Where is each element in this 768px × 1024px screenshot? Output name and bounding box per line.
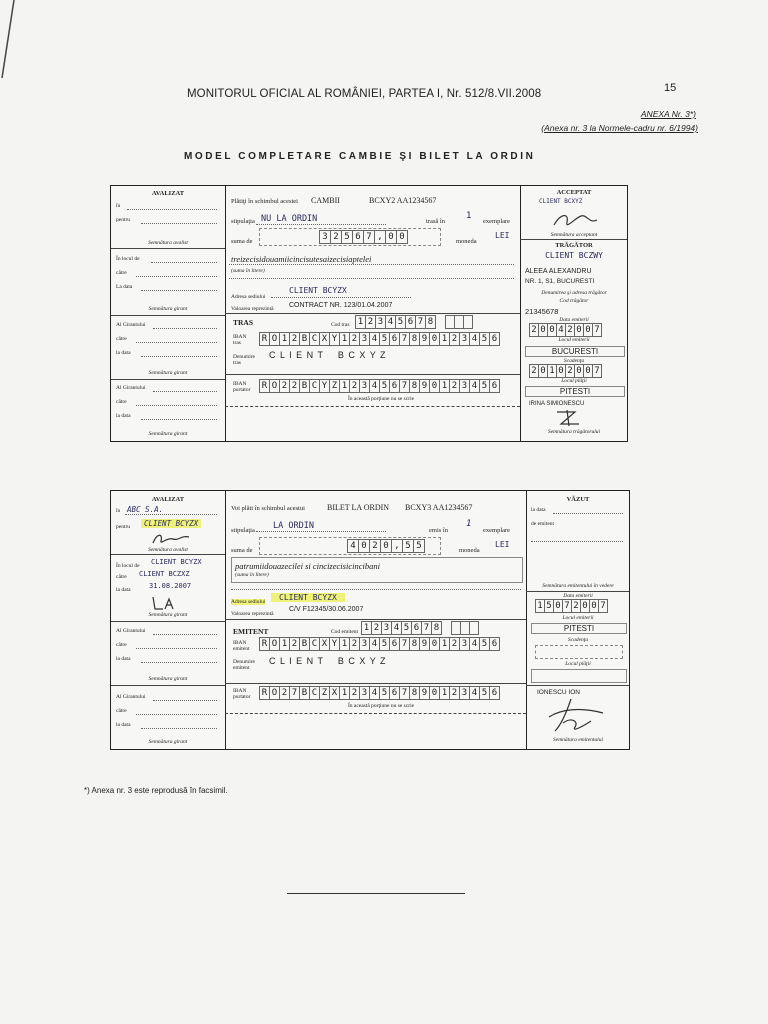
issue-date-digit: 0	[575, 323, 584, 337]
iban-label: IBAN tras	[233, 334, 247, 346]
due-date-digits	[529, 364, 602, 378]
iban-payee-char: 9	[420, 379, 430, 393]
due-date-digit: 0	[539, 364, 548, 378]
iban-payee-char: 5	[380, 686, 390, 700]
amount-digit: 5	[414, 539, 425, 553]
due-date-digit: 1	[548, 364, 557, 378]
iban-char: B	[300, 637, 310, 651]
no-write-note-2: În această porţiune nu se scrie	[347, 703, 415, 709]
aval-signature-label: Semnătura avalist	[148, 240, 188, 246]
code-digit: 5	[402, 621, 412, 635]
iban-digits-2	[259, 637, 500, 651]
payable-text-2: Voi plăti în schimbul acestui	[231, 505, 305, 512]
empty-digit-box	[470, 621, 479, 635]
giro1-signature-label: Semnătura girant	[148, 306, 188, 312]
iban-char: 2	[290, 637, 300, 651]
issue-date-digit: 0	[554, 599, 563, 613]
iban-char: 1	[440, 332, 450, 346]
vazut-title: VĂZUT	[566, 496, 590, 503]
tras-name: C L I E N T B C X Y Z	[269, 350, 387, 360]
due-date-digit: 0	[575, 364, 584, 378]
iban-char: 1	[280, 637, 290, 651]
value-label-2: Valoarea reprezintă	[231, 611, 274, 617]
vazut-emitent-label: de emitent	[531, 521, 555, 527]
acceptor-signature	[551, 210, 601, 232]
issue-date-digit: 0	[581, 599, 590, 613]
sum-label-2: suma de	[231, 547, 253, 554]
value-text: CONTRACT NR. 123/01.04.2007	[289, 302, 393, 309]
empty-digit-box	[461, 621, 470, 635]
currency-value: LEI	[495, 231, 510, 240]
tragator-address-2: NR. 1, S1, BUCURESTI	[525, 278, 595, 285]
tragator-code: 21345678	[525, 307, 559, 316]
iban-char: C	[310, 332, 320, 346]
tragator-address-label: Denumirea şi adresa trăgător	[541, 290, 607, 296]
code-digit: 2	[366, 315, 376, 329]
iban-payee-char: 2	[290, 379, 300, 393]
iban-char: 7	[400, 637, 410, 651]
issue-date-digit: 2	[529, 323, 539, 337]
tras-code-label: Cod tras	[331, 322, 350, 328]
currency-label-2: moneda	[459, 547, 480, 554]
page-number: 15	[664, 82, 677, 94]
issue-place-2: PITESTI	[531, 623, 627, 634]
seat-label-2: Adresa sediului	[231, 599, 266, 605]
iban-char: 0	[430, 637, 440, 651]
issue-date-digits-2	[535, 599, 608, 613]
iban-payee-char: 9	[420, 686, 430, 700]
issue-date-digit: 2	[572, 599, 581, 613]
iban-char: X	[320, 332, 330, 346]
iban-char: O	[270, 637, 280, 651]
iban-payee-char: Z	[330, 379, 340, 393]
seat-value-2: CLIENT BCYZX	[271, 593, 345, 602]
stipulation-label: stipulaţia	[231, 218, 255, 225]
emitent-code-digits	[361, 621, 442, 635]
issue-date-label-2: Data emiterii	[563, 593, 593, 599]
iban-char: 2	[450, 637, 460, 651]
iban-payee-char: 0	[430, 379, 440, 393]
seat-label: Adresa sediului	[231, 294, 266, 300]
pay-place-label-2: Locul plăţii	[565, 661, 591, 667]
aval2-signature-label: Semnătura avalist	[148, 547, 188, 553]
amount-words-label: (suma în litere)	[231, 268, 265, 274]
accept-for: CLIENT BCXYZ	[539, 198, 583, 205]
giro2-signature-label: Semnătura girant	[148, 370, 188, 376]
amount-digit: 0	[397, 230, 408, 244]
emitent-code-label: Cod emitent	[331, 629, 359, 635]
seat-value: CLIENT BCYZX	[289, 286, 347, 295]
avalizat-title: AVALIZAT	[151, 190, 185, 197]
iban-payee-char: 7	[400, 379, 410, 393]
iban-char: 5	[480, 332, 490, 346]
due-date-label-2: Scadenţa	[567, 637, 589, 643]
code-digit: 5	[396, 315, 406, 329]
iban-char: 6	[490, 332, 500, 346]
emitent-signature-label: Semnătura emitentului	[553, 737, 603, 743]
code-digit: 4	[386, 315, 396, 329]
iban-char: X	[320, 637, 330, 651]
iban-char: 2	[290, 332, 300, 346]
iban-char: O	[270, 332, 280, 346]
iban-payee-char: C	[310, 379, 320, 393]
giro2-1-in-locul-label: În locul de	[116, 563, 140, 569]
issue-date-digit: 5	[545, 599, 554, 613]
iban-char: 5	[380, 637, 390, 651]
iban-char: 6	[490, 637, 500, 651]
iban-char: 2	[450, 332, 460, 346]
code-digit: 1	[355, 315, 366, 329]
iban-char: 9	[420, 332, 430, 346]
issue-place-label: Locul emiterii	[558, 337, 590, 343]
tras-label: TRAS	[233, 318, 254, 327]
vazut-date-label: la data	[531, 507, 546, 513]
tragator-title: TRĂGĂTOR	[555, 242, 593, 249]
iban-payee-char: 6	[390, 379, 400, 393]
annex-label: ANEXA Nr. 3*)	[640, 109, 696, 119]
tragator-name: CLIENT BCZWY	[545, 251, 603, 260]
giro2-1-data-label: la data	[116, 587, 131, 593]
giro2-3-catre-label: către	[116, 708, 127, 714]
empty-digit-box	[445, 315, 455, 329]
iban-label-2: IBAN emitent	[233, 640, 250, 652]
iban-payee-char: X	[330, 686, 340, 700]
issue-date-digit: 7	[563, 599, 572, 613]
issue-date-digit: 7	[599, 599, 608, 613]
code-digit: 3	[376, 315, 386, 329]
issue-date-digit: 7	[593, 323, 602, 337]
issue-date-digit: 0	[539, 323, 548, 337]
emitent-name-label: Denumire emitent	[233, 659, 255, 671]
iban-payee-char: R	[259, 686, 270, 700]
iban-char: B	[300, 332, 310, 346]
amount-digit: 0	[359, 539, 370, 553]
amount-digit: ,	[375, 230, 386, 244]
giro2-2-data-label: la data	[116, 656, 131, 662]
giro2-1-signature-label: Semnătura girant	[148, 612, 188, 618]
scan-corner-mark	[0, 0, 20, 80]
form-name: CAMBII	[311, 196, 340, 205]
giro2-2-label: Al Girantului	[116, 628, 146, 634]
due-date-digit: 2	[566, 364, 575, 378]
iban-payee-char: 0	[430, 686, 440, 700]
issue-date-digits	[529, 323, 602, 337]
amount-in-words-2: patrumiidouazecilei si cincizecisicincibani	[235, 561, 380, 571]
code-digit: 7	[416, 315, 426, 329]
iban-payee-char: 7	[290, 686, 300, 700]
iban-payee-char: C	[310, 686, 320, 700]
aval2-pentru: CLIENT BCYZX	[141, 519, 201, 528]
accept-title: ACCEPTAT	[556, 189, 592, 196]
iban-payee-char: 3	[360, 686, 370, 700]
amount-digit: 0	[386, 230, 397, 244]
iban-char: 8	[410, 332, 420, 346]
issue-date-digit: 0	[548, 323, 557, 337]
cambie-form	[110, 185, 628, 442]
aval2-signature	[151, 531, 191, 547]
iban-char: C	[310, 637, 320, 651]
amount-digit: 5	[342, 230, 353, 244]
emitent-signer: IONESCU ION	[537, 689, 580, 696]
iban-char: 8	[410, 637, 420, 651]
form-name-2: BILET LA ORDIN	[327, 503, 390, 512]
code-digit: 6	[412, 621, 422, 635]
footnote: *) Anexa nr. 3 este reprodusă în facsimil.	[84, 786, 228, 795]
payable-text: Plătiţi în schimbul acestei	[231, 198, 298, 205]
iban-payee-char: 5	[480, 379, 490, 393]
code-digit: 4	[392, 621, 402, 635]
tragator-address-1: ALEEA ALEXANDRU	[525, 268, 592, 275]
issue-place: BUCURESTI	[525, 346, 625, 357]
iban-char: 1	[340, 332, 350, 346]
code-digit: 3	[382, 621, 392, 635]
sum-label: suma de	[231, 238, 253, 245]
amount-digits	[319, 230, 408, 244]
amount-digits-2	[347, 539, 425, 553]
empty-digit-box	[464, 315, 473, 329]
iban-payee-char: 8	[410, 379, 420, 393]
aval2-pentru-label: pentru	[116, 524, 131, 530]
iban-payee-char: O	[270, 686, 280, 700]
iban-payee-char: 7	[400, 686, 410, 700]
amount-digit: 0	[381, 539, 392, 553]
giro2-1-data: 31.08.2007	[149, 582, 192, 590]
code-digit: 1	[361, 621, 372, 635]
amount-digit: 5	[403, 539, 414, 553]
currency-value-2: LEI	[495, 540, 510, 549]
iban-payee-char: 1	[440, 379, 450, 393]
iban-payee-char: Y	[320, 379, 330, 393]
tragator-signature	[553, 408, 583, 428]
iban-char: 7	[400, 332, 410, 346]
copies-label-2: emis în	[429, 527, 448, 534]
issue-date-label: Data emiterii	[559, 317, 589, 323]
empty-digit-box	[455, 315, 464, 329]
copies-suffix-2: exemplare	[483, 527, 511, 534]
iban-char: 3	[460, 332, 470, 346]
series-number-2: BCXY3 AA1234567	[405, 503, 473, 512]
document-title: MODEL COMPLETARE CAMBIE ŞI BILET LA ORDIN	[184, 151, 536, 162]
value-label: Valoarea reprezintă	[231, 306, 274, 312]
iban-payee-char: B	[300, 379, 310, 393]
giro2-3-label: Al Girantului	[116, 694, 146, 700]
iban-payee-char: 2	[350, 379, 360, 393]
iban-char: 1	[440, 637, 450, 651]
aval2-for: ABC S.A.	[127, 505, 164, 514]
giro2-1-catre: CLIENT BCZXZ	[139, 570, 190, 578]
giro2-catre-label: către	[116, 336, 127, 342]
iban-char: 6	[390, 332, 400, 346]
iban-payee-char: 3	[360, 379, 370, 393]
giro2-2-catre-label: către	[116, 642, 127, 648]
emitent-signature	[541, 697, 611, 735]
stipulation-label-2: stipulaţia	[231, 527, 255, 534]
iban-char: 4	[370, 637, 380, 651]
iban-payee-char: B	[300, 686, 310, 700]
giro2-3-signature-label: Semnătura girant	[148, 739, 188, 745]
iban-payee-char: Z	[320, 686, 330, 700]
iban-payee-char: 1	[440, 686, 450, 700]
iban-char: R	[259, 332, 270, 346]
amount-digit: 2	[370, 539, 381, 553]
iban-payee-char: 2	[280, 686, 290, 700]
iban-payee-label: IBAN purtator	[233, 381, 251, 393]
code-digit: 7	[422, 621, 432, 635]
accept-signature-label: Semnătura acceptant	[550, 232, 598, 238]
issue-date-digit: 2	[566, 323, 575, 337]
iban-payee-char: 2	[450, 686, 460, 700]
iban-payee-char: 5	[380, 379, 390, 393]
iban-digits	[259, 332, 500, 346]
emitent-label: EMITENT	[233, 627, 269, 636]
giro2-label: Al Girantului	[116, 322, 146, 328]
due-date-digit: 0	[557, 364, 566, 378]
iban-payee-char: 8	[410, 686, 420, 700]
iban-payee-char: 4	[370, 379, 380, 393]
copies-suffix: exemplare	[483, 218, 511, 225]
amount-digit: 6	[353, 230, 364, 244]
tras-name-label: Denumire tras	[233, 354, 255, 366]
amount-words-label-2: (suma în litere)	[235, 572, 269, 578]
iban-payee-label-2: IBAN purtator	[233, 688, 251, 700]
iban-payee-char: 1	[340, 379, 350, 393]
iban-char: 1	[280, 332, 290, 346]
giro1-in-locul-label: În locul de	[116, 256, 140, 262]
bilet-form	[110, 490, 630, 750]
giro2-1-catre-label: către	[116, 574, 127, 580]
aval-in-label: în	[116, 203, 121, 209]
code-digit: 8	[432, 621, 442, 635]
due-date-label: Scadenţa	[563, 358, 585, 364]
iban-payee-char: 5	[480, 686, 490, 700]
iban-char: 4	[470, 637, 480, 651]
iban-char: 5	[480, 637, 490, 651]
tragator-signature-label: Semnătura trăgătorului	[547, 429, 601, 435]
giro2-1-in-locul: CLIENT BCYZX	[151, 558, 202, 566]
giro1-catre-label: către	[116, 270, 127, 276]
issue-date-digit: 0	[590, 599, 599, 613]
code-digit: 8	[426, 315, 436, 329]
iban-char: 4	[370, 332, 380, 346]
giro3-data-label: la data	[116, 413, 131, 419]
avalizat-title-2: AVALIZAT	[151, 496, 185, 503]
copies-value-2: 1	[466, 519, 472, 529]
iban-payee-char: 2	[350, 686, 360, 700]
empty-digit-box	[451, 621, 461, 635]
iban-payee-char: 6	[490, 686, 500, 700]
no-write-note: În această porţiune nu se scrie	[347, 396, 415, 402]
aval-pentru-label: pentru	[116, 217, 131, 223]
vazut-signature-label: Semnătura emitentului în vedere	[542, 583, 614, 589]
giro1-data-label: La data	[116, 284, 133, 290]
iban-payee-digits	[259, 379, 500, 393]
issue-date-digit: 0	[584, 323, 593, 337]
copies-value: 1	[466, 211, 472, 221]
due-date-digit: 0	[584, 364, 593, 378]
iban-char: R	[259, 637, 270, 651]
giro2-2-signature-label: Semnătura girant	[148, 676, 188, 682]
iban-payee-char: 4	[470, 686, 480, 700]
amount-in-words: treizecisidouamiicincisutesaizecisiaptelei	[231, 254, 372, 264]
giro3-label: Al Girantului	[116, 385, 146, 391]
value-text-2: C/V F12345/30.06.2007	[289, 606, 364, 613]
due-date-digit: 7	[593, 364, 602, 378]
issue-date-digit: 4	[557, 323, 566, 337]
journal-header: MONITORUL OFICIAL AL ROMÂNIEI, PARTEA I, Nr. 512/8.VII.2008	[187, 88, 542, 100]
iban-char: 3	[360, 637, 370, 651]
series-number: BCXY2 AA1234567	[369, 196, 437, 205]
iban-payee-char: 2	[450, 379, 460, 393]
iban-char: 4	[470, 332, 480, 346]
giro2-3-data-label: la data	[116, 722, 131, 728]
iban-payee-char: 6	[490, 379, 500, 393]
iban-char: 2	[350, 332, 360, 346]
iban-payee-char: 1	[340, 686, 350, 700]
iban-payee-char: O	[270, 379, 280, 393]
iban-char: Y	[330, 332, 340, 346]
giro3-signature-label: Semnătura girant	[148, 431, 188, 437]
giro3-catre-label: către	[116, 399, 127, 405]
iban-char: 9	[420, 637, 430, 651]
stipulation-value-2: LA ORDIN	[273, 521, 314, 531]
iban-char: 1	[340, 637, 350, 651]
aval2-in-label: în	[116, 508, 121, 514]
code-digit: 6	[406, 315, 416, 329]
iban-payee-char: 6	[390, 686, 400, 700]
annex-reference: (Anexa nr. 3 la Normele-cadru nr. 6/1994)	[541, 123, 698, 133]
iban-char: 5	[380, 332, 390, 346]
amount-digit: 4	[347, 539, 359, 553]
iban-char: 2	[350, 637, 360, 651]
due-date-digit: 2	[529, 364, 539, 378]
iban-payee-char: 4	[470, 379, 480, 393]
stipulation-value: NU LA ORDIN	[261, 214, 318, 224]
currency-label: moneda	[456, 238, 477, 245]
iban-char: 6	[390, 637, 400, 651]
pay-place: PITESTI	[525, 386, 625, 397]
iban-payee-char: 3	[460, 686, 470, 700]
giro2-data-label: la data	[116, 350, 131, 356]
iban-payee-char: R	[259, 379, 270, 393]
iban-payee-char: 2	[280, 379, 290, 393]
iban-char: 3	[460, 637, 470, 651]
bottom-rule	[287, 893, 465, 894]
amount-digit: 7	[364, 230, 375, 244]
iban-char: Y	[330, 637, 340, 651]
issue-date-digit: 1	[535, 599, 545, 613]
tragator-signer: IRINA SIMIONESCU	[529, 401, 585, 407]
iban-payee-digits-2	[259, 686, 500, 700]
copies-label: trasă în	[426, 218, 445, 225]
tras-code-digits	[355, 315, 436, 329]
pay-place-label: Locul plăţii	[561, 378, 587, 384]
amount-digit: 3	[319, 230, 331, 244]
issue-place-label-2: Locul emiterii	[562, 615, 594, 621]
iban-payee-char: 3	[460, 379, 470, 393]
iban-char: 3	[360, 332, 370, 346]
tragator-code-label: Cod trăgător	[559, 298, 589, 304]
iban-payee-char: 4	[370, 686, 380, 700]
code-digit: 2	[372, 621, 382, 635]
amount-digit: 2	[331, 230, 342, 244]
giro2-1-signature	[149, 595, 179, 613]
iban-char: 0	[430, 332, 440, 346]
emitent-name: C L I E N T B C X Y Z	[269, 656, 387, 666]
amount-digit: ,	[392, 539, 403, 553]
